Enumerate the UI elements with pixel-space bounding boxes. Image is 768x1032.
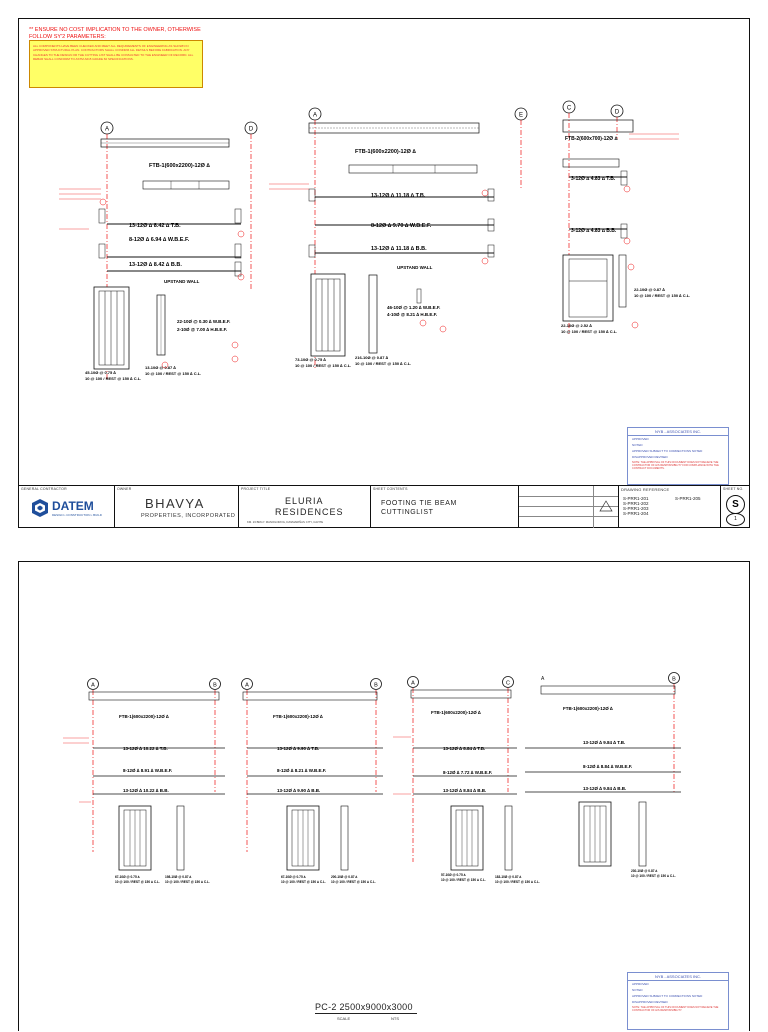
view1-dim-strip	[143, 181, 229, 189]
view2-bottom-2: 10 @ 100 / REST @ 150 ∆ C.L.	[295, 363, 352, 368]
drawing-sheet-2	[18, 561, 750, 1031]
s2-view1-grid-right: B	[213, 682, 217, 689]
s2-view3-bottom-4: 10 @ 100 / REST @ 150 ∆ C.L.	[495, 880, 540, 884]
view1-grid-d	[245, 122, 257, 289]
s2-view4-grid-right: B	[672, 676, 676, 683]
tb-owner	[115, 486, 239, 528]
s2-view3-bottom-1: 57-10Ø @ 0.75 ∆	[441, 873, 466, 877]
view2-grid-left-label: A	[312, 112, 318, 119]
view1-bottom-4: 10 @ 100 / REST @ 150 ∆ C.L.	[145, 371, 202, 376]
drawing-sheet-1	[18, 18, 750, 528]
s2-view2-grid-right: B	[374, 682, 378, 689]
s2-approval-row-4: DISAPPROVED REVISED	[632, 1000, 668, 1004]
view2-grid-right-label: E	[518, 112, 524, 119]
view1-stirrup-1: 22-10Ø @ 0.30 ∆ W.B.E.F.	[177, 319, 231, 324]
s2-view4-grid-left: A	[541, 676, 545, 682]
s2-view2-bar-2: 8-12Ø ∆ 8.21 ∆ W.B.E.F.	[277, 768, 327, 773]
s2-view3-header: FTB-1(600x2200)-12Ø ∆	[431, 710, 481, 715]
s2-view3-bottom-2: 10 @ 100 / REST @ 150 ∆ C.L.	[441, 878, 486, 882]
tb-refs	[619, 486, 721, 528]
tb-ref-4: S-PRR1-204	[623, 511, 649, 516]
s2-approval-row-2: NOTED	[632, 988, 643, 992]
view2-bar-3: 13-12Ø ∆ 11.18 ∆ B.B.	[371, 246, 427, 252]
tb-contents	[371, 486, 519, 528]
tb-contractor-sub: DESIGN • CONSTRUCTION • BUILD	[52, 513, 102, 517]
s2-view4-header: FTB-1(600x2200)-12Ø ∆	[563, 706, 613, 711]
sheet1-drawing-area	[19, 19, 749, 485]
view3-stirrup-1: 22-10Ø @ 0.87 ∆	[634, 287, 665, 292]
approval-row-2: NOTED	[632, 443, 643, 447]
tb-sheet-letter: S	[726, 495, 745, 514]
tb-ref-5: S-PRR1-205	[675, 496, 701, 501]
scale-label: SCALE	[337, 1016, 351, 1021]
warning-title: ** ENSURE NO COST IMPLICATION TO THE OWNER, OTHERWISE FOLLOW SY'2 PARAMETERS:	[29, 27, 201, 40]
s2-view2-bottom-3: 200-10Ø @ 0.87 ∆	[331, 875, 358, 879]
view3-bar-1: 3-12Ø ∆ 4.83 ∆ T.B.	[571, 176, 616, 182]
view1-bottom-2: 10 @ 100 / REST @ 150 ∆ C.L.	[85, 376, 142, 381]
tb-revisions	[519, 486, 619, 528]
view2-grid-e	[515, 108, 527, 189]
approval-stamp-2	[627, 972, 729, 1030]
view3-bar-2: 3-12Ø ∆ 4.83 ∆ B.B.	[571, 228, 617, 234]
tb-project	[239, 486, 371, 528]
s2-view4-bar-3: 13-12Ø ∆ 9.84 ∆ B.B.	[583, 786, 627, 791]
pile-cap-underline	[315, 1013, 417, 1014]
view1-bar-2: 8-12Ø ∆ 6.94 ∆ W.B.E.F.	[129, 237, 190, 243]
tb-project-name-2: RESIDENCES	[275, 507, 344, 517]
warning-note: ALL COMPONENTS HAVE BEEN CHECKED AND MEET ALL REQUIREMENTS OF ENGINEERING AS SHOWN IN APPROVED STRUCTURAL PLAN. CONTRACTORS SHALL CONFIRM ALL DETAILS BEFORE FABRICATION. ANY CHANGES TO THE DESIGN OR THE CUTTING LIST SHALL BE CONSULTED TO THE ENGINEER OF RECORD. ALL REBAR SHALL CONFORM TO ASTM A615 GRADE 60 SPECIFICATIONS.	[33, 44, 194, 61]
approval-stamp-1	[627, 427, 729, 485]
view3-grid-right-label: D	[614, 109, 620, 116]
s2-view3-bar-3: 13-12Ø ∆ 8.84 ∆ B.B.	[443, 788, 487, 793]
approval-row-1: APPROVED	[632, 437, 649, 441]
s2-view4-bar-2: 8-12Ø ∆ 8.84 ∆ W.B.E.F.	[583, 764, 633, 769]
tb-project-name-1: ELURIA	[285, 496, 324, 506]
view3-stirrup-2: 10 @ 100 / REST @ 150 ∆ C.L.	[634, 293, 691, 298]
s2-view1-bottom-3: 198-10Ø @ 0.87 ∆	[165, 875, 192, 879]
view2-stirrup-1: 46-10Ø @ 1.20 ∆ W.B.E.F.	[387, 305, 441, 310]
tb-project-sub: KM. 23 BRGY. MANOGOROG, DASMARIÑAS CITY, CAVITE	[247, 520, 324, 524]
view1-bottom-1: 45-10Ø @ 0.75 ∆	[85, 370, 116, 375]
s2-approval-note: NOTE: THE APPROVAL OF THIS DOCUMENT DOES NOT RELIEVE THE CONTRACTOR OF HIS RESPONSIBILITY.	[632, 1006, 719, 1012]
s2-view2-bar-3: 13-12Ø ∆ 9.90 ∆ B.B.	[277, 788, 321, 793]
s2-view2-bottom-4: 10 @ 100 / REST @ 150 ∆ C.L.	[331, 880, 376, 884]
s2-view1-bottom-4: 10 @ 100 / REST @ 150 ∆ C.L.	[165, 880, 210, 884]
view2-bottom-1: 73-10Ø @ 0.75 ∆	[295, 357, 326, 362]
tb-contractor-heading: GENERAL CONTRACTOR	[21, 487, 67, 491]
s2-view3-bar-2: 8-12Ø ∆ 7.72 ∆ W.B.E.F.	[443, 770, 493, 775]
tb-sheet-heading: SHEET NO.	[723, 487, 744, 491]
tb-ref-3: S-PRR1-203	[623, 506, 649, 511]
s2-view1-bottom-1: 67-10Ø @ 0.75 ∆	[115, 875, 140, 879]
view3-grid-d	[611, 105, 623, 139]
view2-bar-1: 13-12Ø ∆ 11.18 ∆ T.B.	[371, 193, 426, 199]
s2-view1-grid-left: A	[91, 682, 95, 689]
approval-row-3: APPROVED SUBJECT TO CORRECTIONS NOTED	[632, 449, 703, 453]
s2-view2-bottom-2: 10 @ 100 / REST @ 150 ∆ C.L.	[281, 880, 326, 884]
sheet2-drawing-area	[19, 562, 749, 1032]
view2-bar-2: 8-12Ø ∆ 9.70 ∆ W.B.E.F.	[371, 223, 432, 229]
s2-approval-row-3: APPROVED SUBJECT TO CORRECTIONS NOTED	[632, 994, 703, 998]
datem-logo-icon	[31, 498, 49, 518]
s2-view3-bottom-3: 183-10Ø @ 0.87 ∆	[495, 875, 522, 879]
s2-view3-grid-left: A	[411, 680, 415, 687]
view2-bottom-3: 216-10Ø @ 0.87 ∆	[355, 355, 389, 360]
tb-refs-heading: DRAWING REFERENCE	[621, 487, 670, 492]
s2-view2-header: FTB-1(600x2200)-12Ø ∆	[273, 714, 323, 719]
s2-view1-bar-2: 8-12Ø ∆ 8.91 ∆ W.B.E.F.	[123, 768, 173, 773]
tb-contractor	[19, 486, 115, 528]
tb-owner-heading: OWNER	[117, 487, 132, 491]
view1-grid-right-label: D	[248, 126, 254, 133]
s2-view1-bar-3: 13-12Ø ∆ 10.22 ∆ B.B.	[123, 788, 169, 793]
view2-bottom-4: 10 @ 100 / REST @ 150 ∆ C.L.	[355, 361, 412, 366]
pile-cap-title: PC-2 2500x9000x3000	[315, 1002, 413, 1012]
view1-header: FTB-1(600x2200)-12Ø ∆	[149, 163, 210, 169]
view3-bottom-1: 22-10Ø @ 2.52 ∆	[561, 323, 592, 328]
s2-approval-company: NYB - ASSOCIATES INC.	[628, 973, 728, 981]
tb-sheet-no	[721, 486, 749, 528]
view3-header: FTB-2(600x700)-12Ø ∆	[565, 136, 618, 142]
view3-grid-left-label: C	[566, 105, 572, 112]
view1-bar-1: 13-12Ø ∆ 8.42 ∆ T.B.	[129, 223, 181, 229]
view1-stirrup-2: 2-10Ø @ 7.00 ∆ H.B.E.F.	[177, 327, 228, 332]
s2-view3-bar-1: 13-12Ø ∆ 8.84 ∆ T.B.	[443, 746, 486, 751]
tb-project-heading: PROJECT TITLE	[241, 487, 271, 491]
approval-row-4: DISAPPROVED REVISED	[632, 455, 668, 459]
scale-value: NTS	[391, 1016, 399, 1021]
s2-view1-header: FTB-1(600x2200)-12Ø ∆	[119, 714, 169, 719]
s2-view3-grid-right: C	[506, 680, 510, 687]
tb-contents-1: FOOTING TIE BEAM	[381, 500, 457, 507]
title-block	[19, 485, 749, 528]
view2-header: FTB-1(600x2200)-12Ø ∆	[355, 149, 416, 155]
s2-view4-bottom-2: 10 @ 100 / REST @ 150 ∆ C.L.	[631, 874, 676, 878]
view1-bar-3: 13-12Ø ∆ 8.42 ∆ B.B.	[129, 262, 182, 268]
s2-view2-bar-1: 13-12Ø ∆ 9.90 ∆ T.B.	[277, 746, 320, 751]
tb-contractor-name: DATEM	[52, 499, 94, 513]
view1-grid-left-label: A	[104, 126, 110, 133]
tb-contents-heading: SHEET CONTENTS	[373, 487, 408, 491]
s2-approval-row-1: APPROVED	[632, 982, 649, 986]
approval-note: NOTE: THE APPROVAL OF THIS DOCUMENT DOES NOT RELIEVE THE CONTRACTOR OF HIS RESPONSIBILITY FOR COMPLIANCE WITH THE CONTRACT DOCUMENTS.	[632, 461, 719, 470]
tb-ref-2: S-PRR1-202	[623, 501, 649, 506]
s2-view2-grid-left: A	[245, 682, 249, 689]
revision-triangle-icon	[599, 500, 613, 512]
tb-owner-sub: PROPERTIES, INCORPORATED	[141, 513, 236, 519]
view3-stirrup-section	[563, 255, 613, 321]
view2-stirrup-2: 4-10Ø @ 8.21 ∆ H.B.E.F.	[387, 312, 438, 317]
s2-view4-bar-1: 13-12Ø ∆ 9.84 ∆ T.B.	[583, 740, 626, 745]
tb-ref-1: S-PRR1-201	[623, 496, 649, 501]
tb-sheet-num: 1	[726, 513, 745, 526]
s2-view2-bottom-1: 67-10Ø @ 0.75 ∆	[281, 875, 306, 879]
approval-company: NYB - ASSOCIATES INC.	[628, 428, 728, 436]
s2-view1-bar-1: 13-12Ø ∆ 10.22 ∆ T.B.	[123, 746, 168, 751]
tb-owner-name: BHAVYA	[145, 496, 205, 511]
tb-contents-2: CUTTINGLIST	[381, 509, 434, 516]
view2-upstand-label: UPSTAND WALL	[397, 265, 433, 270]
view3-bottom-2: 10 @ 100 / REST @ 150 ∆ C.L.	[561, 329, 618, 334]
view1-upstand-label: UPSTAND WALL	[164, 279, 200, 284]
view1-bottom-3: 13-10Ø @ 0.87 ∆	[145, 365, 176, 370]
s2-view1-bottom-2: 10 @ 100 / REST @ 150 ∆ C.L.	[115, 880, 160, 884]
s2-view4-bottom-1: 230-10Ø @ 0.87 ∆	[631, 869, 658, 873]
